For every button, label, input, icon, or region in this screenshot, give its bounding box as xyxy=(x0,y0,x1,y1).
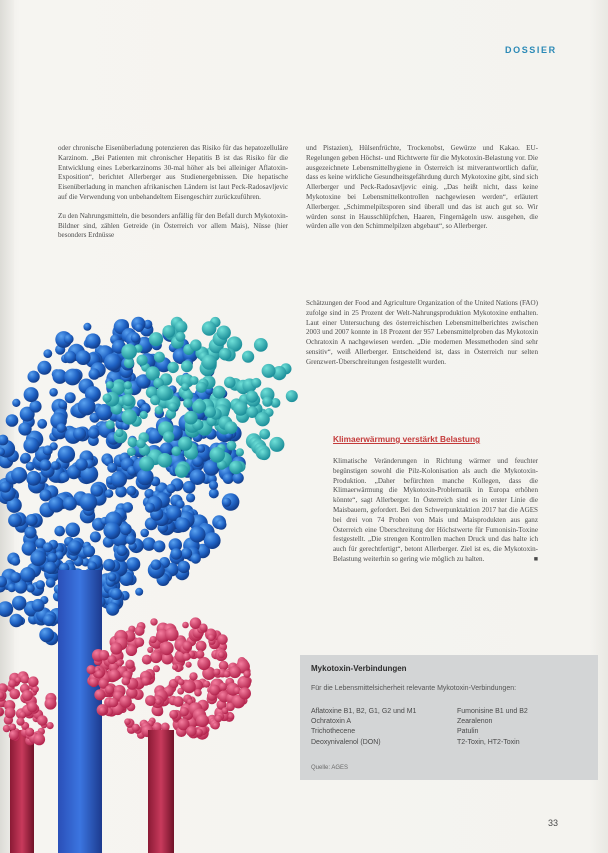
mold-sphere xyxy=(181,383,189,391)
mold-sphere xyxy=(44,562,56,574)
mold-sphere xyxy=(150,651,162,663)
list-item: Zearalenon xyxy=(457,718,493,726)
mold-sphere xyxy=(196,382,207,393)
mold-sphere xyxy=(109,669,121,681)
mold-illustration xyxy=(0,290,330,853)
mold-sphere xyxy=(209,447,225,463)
mold-sphere xyxy=(110,588,122,600)
mold-sphere xyxy=(170,548,182,560)
mold-sphere xyxy=(215,715,223,723)
mold-sphere xyxy=(196,729,203,736)
mold-sphere xyxy=(219,348,232,361)
mold-sphere xyxy=(203,681,210,688)
mold-sphere xyxy=(269,437,284,452)
mold-sphere xyxy=(124,381,132,389)
mold-sphere xyxy=(258,448,270,460)
mold-sphere xyxy=(9,614,23,628)
mold-sphere xyxy=(209,685,220,696)
mold-sphere xyxy=(39,628,54,643)
mold-sphere xyxy=(216,519,226,529)
mold-sphere xyxy=(181,548,192,559)
mold-sphere xyxy=(24,387,39,402)
mold-sphere xyxy=(27,371,39,383)
mold-sphere xyxy=(155,406,164,415)
mold-sphere xyxy=(132,724,140,732)
mold-sphere xyxy=(103,394,112,403)
mold-sphere xyxy=(166,484,176,494)
mold-sphere xyxy=(65,392,76,403)
mold-sphere xyxy=(186,726,197,737)
mold-sphere xyxy=(89,368,100,379)
mold-sphere xyxy=(126,645,137,656)
mold-sphere xyxy=(226,703,235,712)
mold-sphere xyxy=(150,618,157,625)
paragraph: Schätzungen der Food and Agriculture Organization of the United Nations (FAO) zufolge sind in 25 Prozent der Welt-Nahrungsproduktion Mykotoxine enthalten. Laut einer Untersuchung des österreichischen Lebensmittelberichtes zwischen 2003 und 2007 konnte in 18 Prozent der 957 Lebensmittelproben das Mykotoxin Ochratoxin A nachgewiesen werden. „Die modernen Messmethoden sind sehr sensitiv“, weiß Allerberger. Entscheidend ist, dass in Österreich nur selten Grenzwert-Überschreitungen festgestellt wurden. xyxy=(306,299,538,366)
mold-sphere xyxy=(63,497,77,511)
mold-sphere xyxy=(108,573,117,582)
mold-sphere xyxy=(103,522,120,539)
mold-sphere xyxy=(104,353,122,371)
mold-sphere xyxy=(64,351,76,363)
mold-sphere xyxy=(196,714,209,727)
mold-sphere xyxy=(262,364,276,378)
mold-sphere xyxy=(233,401,248,416)
mold-sphere xyxy=(183,398,193,408)
mold-sphere xyxy=(11,467,27,483)
mold-sphere xyxy=(28,676,39,687)
mold-sphere xyxy=(213,386,226,399)
list-item: Patulin xyxy=(457,728,479,736)
mold-sphere xyxy=(75,458,88,471)
section-heading: Klimaerwärmung verstärkt Belastung xyxy=(333,434,481,444)
mold-stalk-blue xyxy=(58,570,102,853)
mold-sphere xyxy=(95,670,103,678)
mold-sphere xyxy=(5,707,16,718)
mold-sphere xyxy=(151,559,162,570)
mold-sphere xyxy=(126,557,140,571)
mold-sphere xyxy=(208,634,215,641)
mold-sphere xyxy=(0,601,13,617)
mold-sphere xyxy=(122,677,131,686)
mold-sphere xyxy=(141,677,150,686)
mold-sphere xyxy=(209,481,218,490)
mold-sphere xyxy=(246,391,258,403)
mold-sphere xyxy=(186,493,195,502)
mold-sphere xyxy=(145,695,156,706)
mold-sphere xyxy=(254,338,268,352)
mold-sphere xyxy=(57,423,67,433)
mold-sphere xyxy=(87,561,96,570)
paragraph: Zu den Nahrungsmitteln, die besonders anfällig für den Befall durch Mykotoxin-Bildner sind, zählen Getreide (in Österreich vor allem Mais), Nüsse (hier besonders Erdnüsse xyxy=(58,211,288,240)
mold-sphere xyxy=(228,713,234,719)
info-box xyxy=(300,655,598,780)
mold-sphere xyxy=(0,481,11,492)
mold-sphere xyxy=(183,653,191,661)
mold-sphere xyxy=(217,634,227,644)
mold-sphere xyxy=(128,437,138,447)
mold-sphere xyxy=(73,427,86,440)
mold-sphere xyxy=(196,641,207,652)
mold-sphere xyxy=(9,730,19,740)
mold-sphere xyxy=(120,523,132,535)
end-mark: ■ xyxy=(533,554,538,563)
mold-stalk-pink xyxy=(148,730,174,853)
list-item: Fumonisine B1 und B2 xyxy=(457,708,528,715)
mold-sphere xyxy=(24,526,36,538)
mold-sphere xyxy=(105,489,114,498)
mold-sphere xyxy=(213,669,220,676)
mold-sphere xyxy=(158,453,173,468)
mold-sphere xyxy=(202,321,217,336)
mold-sphere xyxy=(105,685,114,694)
mold-sphere xyxy=(181,360,193,372)
mold-sphere xyxy=(243,670,250,677)
mold-sphere xyxy=(229,461,243,475)
mold-sphere xyxy=(137,355,148,366)
article-column-2 xyxy=(306,144,538,241)
mold-sphere xyxy=(126,486,136,496)
mold-sphere xyxy=(43,614,55,626)
mold-sphere xyxy=(202,355,217,370)
mold-sphere xyxy=(12,596,26,610)
mold-sphere xyxy=(47,553,57,563)
mold-sphere xyxy=(140,529,149,538)
mold-sphere xyxy=(153,665,160,672)
mold-sphere xyxy=(49,388,58,397)
paragraph: oder chronische Eisenüberladung potenzieren das Risiko für das hepatozelluläre Karzinom. „Bei Patienten mit chronischer Hepatitis B ist das Risiko für die Entwicklung eines Leberkarzinoms 30-mal höher als bei alleiniger Aflatoxin-Exposition“, berichtet Allerberger aus Studienergebnissen. Die hepatische Eisenüberladung in manchen afrikanischen Ländern ist laut Peck-Radosavljevic auf die Verwendung von unbehandeltem Eisengeschirr zurückzuführen. xyxy=(58,144,288,201)
mold-sphere xyxy=(85,333,100,348)
mold-sphere xyxy=(25,728,34,737)
mold-sphere xyxy=(16,718,24,726)
mold-sphere xyxy=(108,698,118,708)
mold-sphere xyxy=(225,421,238,434)
mold-sphere xyxy=(189,526,205,542)
mold-sphere xyxy=(119,695,131,707)
mold-sphere xyxy=(33,734,45,746)
mold-sphere xyxy=(169,710,178,719)
mold-sphere xyxy=(190,339,202,351)
paragraph: und Pistazien), Hülsenfrüchte, Trockenobst, Gewürze und Kakao. EU-Regelungen geben Höchst- und Richtwerte für die Mykotoxin-Belastung vor. Die ausgezeichnete Lebensmittelhygiene in Österreich ist mitverantwortlich dafür, dass es keine wirkliche Gesundheitsgefährdung durch Mykotoxine gibt, sind sich Allerberger und Peck-Radosavljevic einig. „Das heißt nicht, dass keine Mykotoxine bei Lebensmittelkontrollen nachgewiesen werden“, erläutert Allerberger. „Schimmelpilzsporen sind überall und das ist auch gut so. Wir würden sonst in Hausschlüpfchen, Haaren, Fingernägeln usw. ausgehen, die würden alle von den Schimmelpilzen abgebaut“, so Allerberger. xyxy=(306,144,538,231)
mold-sphere xyxy=(190,469,206,485)
mold-sphere xyxy=(157,385,172,400)
mold-sphere xyxy=(103,559,115,571)
mold-sphere xyxy=(12,399,20,407)
mold-sphere xyxy=(27,702,38,713)
mold-sphere xyxy=(196,650,204,658)
mold-sphere xyxy=(154,352,165,363)
mold-sphere xyxy=(175,332,185,342)
list-item: Ochratoxin A xyxy=(311,718,352,726)
mold-sphere xyxy=(172,664,178,670)
mold-sphere xyxy=(10,572,21,583)
mold-sphere xyxy=(76,350,91,365)
mold-sphere xyxy=(192,400,206,414)
mold-sphere xyxy=(139,456,154,471)
mold-sphere xyxy=(9,724,16,731)
mold-sphere xyxy=(229,666,241,678)
mold-sphere xyxy=(26,584,34,592)
mold-sphere xyxy=(115,429,123,437)
mold-sphere xyxy=(20,567,35,582)
mold-sphere xyxy=(239,687,251,699)
mold-sphere xyxy=(165,628,179,642)
info-box-source: Quelle: AGES xyxy=(311,765,349,771)
mold-sphere xyxy=(106,381,114,389)
mold-sphere xyxy=(180,707,189,716)
mold-sphere xyxy=(191,553,201,563)
mold-sphere xyxy=(183,680,196,693)
mold-sphere xyxy=(40,459,52,471)
mold-sphere xyxy=(224,377,236,389)
section-label: DOSSIER xyxy=(505,45,557,55)
mold-sphere xyxy=(140,411,148,419)
mold-sphere xyxy=(142,655,152,665)
mold-sphere xyxy=(22,690,33,701)
mold-sphere xyxy=(147,647,153,653)
mold-sphere xyxy=(106,603,119,616)
mold-sphere xyxy=(36,580,45,589)
mold-sphere xyxy=(110,642,122,654)
mold-sphere xyxy=(48,497,64,513)
mold-sphere xyxy=(135,637,145,647)
info-box-left-list xyxy=(311,707,416,748)
mold-sphere xyxy=(19,711,26,718)
mold-sphere xyxy=(79,493,97,511)
info-box-title: Mykotoxin-Verbindungen xyxy=(311,664,407,673)
mold-sphere xyxy=(178,436,192,450)
mold-sphere xyxy=(89,678,99,688)
mold-sphere xyxy=(121,344,137,360)
mold-sphere xyxy=(26,514,38,526)
mold-sphere xyxy=(173,696,184,707)
mold-sphere xyxy=(197,657,210,670)
mold-sphere xyxy=(126,535,136,545)
info-box-intro: Für die Lebensmittelsicherheit relevante Mykotoxin-Verbindungen: xyxy=(311,685,517,692)
mold-sphere xyxy=(175,321,188,334)
mold-sphere xyxy=(29,400,41,412)
mold-sphere xyxy=(182,641,192,651)
mold-sphere xyxy=(43,445,53,455)
mold-sphere xyxy=(184,411,198,425)
mold-sphere xyxy=(124,718,131,725)
mold-sphere xyxy=(47,722,54,729)
mold-sphere xyxy=(286,390,298,402)
mold-sphere xyxy=(182,622,189,629)
mold-sphere xyxy=(54,526,65,537)
mold-sphere xyxy=(236,448,244,456)
mold-sphere xyxy=(209,488,219,498)
mold-sphere xyxy=(11,556,21,566)
paragraph xyxy=(333,457,538,565)
mold-sphere xyxy=(212,722,219,729)
mold-sphere xyxy=(46,578,56,588)
mold-sphere xyxy=(162,325,175,338)
mold-sphere xyxy=(168,402,177,411)
article-column-3b xyxy=(333,457,538,574)
mold-sphere xyxy=(21,453,31,463)
mold-sphere xyxy=(122,502,133,513)
mold-sphere xyxy=(178,561,190,573)
page-number: 33 xyxy=(548,818,559,828)
mold-sphere xyxy=(23,437,39,453)
mold-sphere xyxy=(163,431,174,442)
mold-sphere xyxy=(155,698,161,704)
mold-sphere xyxy=(255,412,269,426)
mold-sphere xyxy=(122,394,134,406)
mold-sphere xyxy=(251,378,261,388)
mold-sphere xyxy=(43,349,52,358)
mold-sphere xyxy=(186,662,192,668)
mold-sphere xyxy=(64,369,81,386)
mold-sphere xyxy=(83,545,95,557)
mold-sphere xyxy=(149,332,163,346)
mold-sphere xyxy=(58,400,67,409)
mold-sphere xyxy=(116,660,123,667)
mold-sphere xyxy=(26,471,41,486)
mold-sphere xyxy=(176,518,191,533)
mold-sphere xyxy=(222,498,231,507)
mold-sphere xyxy=(131,333,140,342)
mold-sphere xyxy=(125,660,134,669)
list-item: Deoxynivalenol (DON) xyxy=(311,738,381,746)
mold-sphere xyxy=(204,532,221,549)
mold-sphere xyxy=(199,624,207,632)
info-box-right-list xyxy=(457,707,528,748)
mold-sphere xyxy=(65,523,80,538)
mold-sphere xyxy=(78,398,96,416)
mold-sphere xyxy=(111,471,127,487)
article-column-3 xyxy=(306,299,538,377)
mold-sphere xyxy=(106,420,115,429)
article-column-1 xyxy=(58,144,288,250)
mold-sphere xyxy=(227,441,237,451)
mold-sphere xyxy=(51,461,60,470)
mold-sphere xyxy=(88,427,99,438)
mold-sphere xyxy=(83,323,91,331)
mold-sphere xyxy=(153,540,165,552)
mold-sphere xyxy=(145,503,155,513)
list-item: Trichothecene xyxy=(311,728,356,736)
mold-sphere xyxy=(30,550,46,566)
mold-sphere xyxy=(136,439,145,448)
mold-sphere xyxy=(223,473,234,484)
mold-sphere xyxy=(223,671,230,678)
mold-sphere xyxy=(37,361,51,375)
mold-sphere xyxy=(167,362,178,373)
mold-sphere xyxy=(37,715,48,726)
mold-sphere xyxy=(121,409,137,425)
mold-sphere xyxy=(262,397,272,407)
mold-sphere xyxy=(259,429,270,440)
mold-sphere xyxy=(8,679,16,687)
mold-pink-cluster xyxy=(0,617,252,745)
mold-sphere xyxy=(160,641,174,655)
mold-sphere xyxy=(107,463,117,473)
mold-sphere xyxy=(90,531,101,542)
mold-sphere xyxy=(175,464,189,478)
mold-sphere xyxy=(37,419,47,429)
mold-sphere xyxy=(135,588,143,596)
mold-sphere xyxy=(142,537,156,551)
mold-sphere xyxy=(94,689,105,700)
mold-stalk-left xyxy=(10,730,34,853)
list-item: T2-Toxin, HT2-Toxin xyxy=(457,738,520,746)
mold-sphere xyxy=(217,326,231,340)
mold-sphere xyxy=(135,323,144,332)
mold-sphere xyxy=(40,489,52,501)
mold-sphere xyxy=(194,689,202,697)
mold-sphere xyxy=(10,689,21,700)
mold-sphere xyxy=(232,472,243,483)
paragraph-text: Klimatische Veränderungen in Richtung wärmer und feuchter begünstigen sowohl die Pilz-Kolonisation als auch die Mykotoxin-Produktion. „Daher befürchten manche Kollegen, dass die Klimaerwärmung die Mykotoxin-Problematik in Europa erhöhen könnte“, sagt Allerberger. In Österreich sind es in erster Linie die Maisbauern, gefordert. Bei den Schwerpunktaktion 2017 hat die AGES bei drei von 74 Proben von Mais und Maisprodukten aus ganz Österreich eine Überschreitung der Höchstwerte für Fumonisin-Toxine festgestellt. „Die strengen Kontrollen machen Druck und das halte ich auch für gerechtfertigt“, betont Allerberger. Ziel ist es, die Mykotoxin-Belastung weiterhin so gering wie möglich zu halten. xyxy=(333,457,538,563)
mold-sphere xyxy=(58,446,75,463)
mold-sphere xyxy=(8,514,22,528)
mold-sphere xyxy=(150,636,157,643)
mold-sphere xyxy=(6,414,19,427)
mold-sphere xyxy=(178,679,185,686)
mold-sphere xyxy=(127,447,136,456)
mold-sphere xyxy=(64,334,74,344)
mold-sphere xyxy=(135,626,145,636)
mold-sphere xyxy=(68,540,82,554)
mold-sphere xyxy=(115,486,127,498)
mold-sphere xyxy=(189,672,197,680)
mold-sphere xyxy=(18,422,31,435)
list-item: Aflatoxine B1, B2, G1, G2 und M1 xyxy=(311,708,417,715)
mold-sphere xyxy=(116,545,127,556)
mold-sphere xyxy=(32,599,45,612)
mold-sphere xyxy=(45,698,57,710)
mold-sphere xyxy=(99,706,107,714)
mold-sphere xyxy=(197,445,205,453)
mold-sphere xyxy=(218,651,225,658)
mold-sphere xyxy=(242,351,254,363)
mold-sphere xyxy=(108,655,117,664)
